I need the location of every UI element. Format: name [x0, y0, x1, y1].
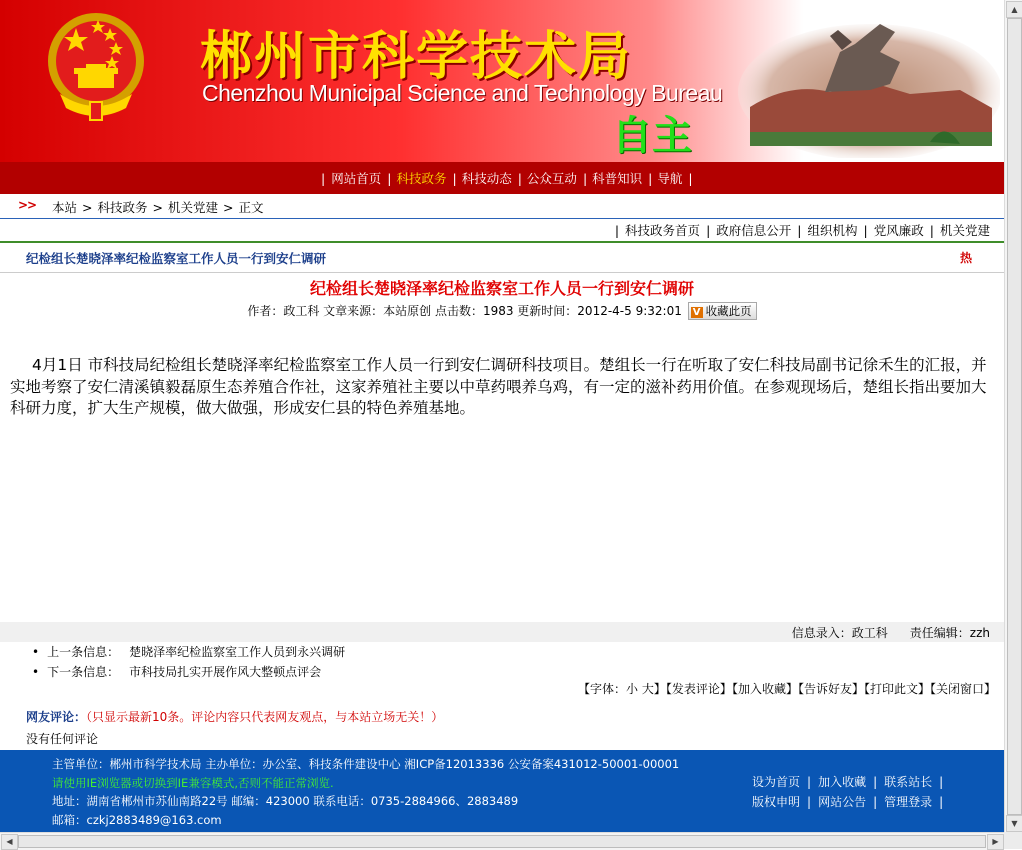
next-link[interactable]: 市科技局扎实开展作风大整顿点评会	[129, 665, 322, 679]
comments-header	[26, 708, 443, 725]
scroll-right-icon[interactable]: ▶	[987, 834, 1004, 850]
nav-item-5[interactable]	[652, 169, 692, 187]
font-size-label: 【字体：	[578, 682, 627, 696]
subnav-separator: |	[614, 223, 620, 238]
footer-info	[52, 755, 679, 829]
next-item	[32, 662, 345, 682]
favorite-icon: V	[691, 307, 703, 318]
comments-label: 网友评论：	[26, 710, 87, 724]
nav-item-label: 科技动态	[461, 171, 512, 186]
scroll-up-icon[interactable]: ▲	[1006, 1, 1022, 18]
tool-links	[666, 682, 996, 696]
no-comments-text: 没有任何评论	[26, 732, 99, 746]
nav-separator: |	[452, 171, 457, 186]
article-title: 纪检组长楚晓泽率纪检监察室工作人员一行到安仁调研	[309, 279, 694, 298]
title-bar-text: 纪检组长楚晓泽率纪检监察室工作人员一行到安仁调研	[26, 251, 327, 266]
article-credits	[0, 622, 1004, 642]
subnav-separator: |	[863, 223, 868, 238]
nav-item-label: 导航	[657, 171, 683, 186]
article-meta	[0, 302, 1004, 320]
prev-link[interactable]: 楚晓泽率纪检监察室工作人员到永兴调研	[129, 645, 346, 659]
footer-separator: |	[873, 775, 878, 789]
breadcrumb-item-0[interactable]: 本站	[52, 200, 78, 215]
breadcrumb-item-2[interactable]: 机关党建	[168, 200, 219, 215]
nav-item-label: 科技政务	[396, 171, 447, 186]
subnav-item-2[interactable]: 组织机构	[807, 223, 858, 238]
horizontal-scrollbar[interactable]	[0, 832, 1004, 850]
site-title-en: Chenzhou Municipal Science and Technology Bureau	[202, 80, 723, 106]
nav-item-4[interactable]	[587, 169, 652, 187]
favorite-button-label: 收藏此页	[705, 304, 752, 318]
article-body: 4月1日 市科技局纪检组长楚晓泽率纪检监察室工作人员一行到安仁调研科技项目。楚组长一行在听取了安仁科技局副书记徐禾生的汇报，并实地考察了安仁清溪镇毅磊原生态养殖合作社，这家养殖社主要以中草药喂养乌鸡，有一定的滋补药用价值。在参观现场后，楚组长指出要加大科研力度，扩大生产规模，做大做强，形成安仁县的特色养殖基地。	[10, 356, 987, 417]
nav-separator: |	[517, 171, 522, 186]
prev-item	[32, 642, 345, 662]
footer-link-b1[interactable]: 网站公告	[818, 795, 867, 809]
article-meta-text: 作者：政工科 文章来源：本站原创 点击数：1983 更新时间：2012-4-5 9:32:01	[247, 304, 682, 318]
nav-item-3[interactable]	[522, 169, 587, 187]
footer-line-address: 地址：湖南省郴州市苏仙南路22号 邮编：423000 联系电话：0735-2884966、2883489	[52, 794, 519, 808]
tool-link-0[interactable]: 【发表评论】	[665, 682, 732, 696]
font-small-link[interactable]: 小	[626, 682, 639, 696]
footer-line-email: 邮箱：czkj2883489@163.com	[52, 812, 222, 827]
scroll-down-icon[interactable]: ▼	[1006, 815, 1022, 832]
breadcrumb	[0, 194, 1004, 219]
subnav-item-1[interactable]: 政府信息公开	[716, 223, 792, 238]
header-banner	[0, 0, 1004, 162]
next-label: 下一条信息：	[47, 665, 120, 679]
nav-item-label: 科普知识	[592, 171, 643, 186]
subnav-separator: |	[929, 223, 934, 238]
breadcrumb-items	[52, 198, 264, 216]
nav-item-label: 网站首页	[331, 171, 382, 186]
nav-separator: |	[688, 171, 693, 186]
footer-link-b2[interactable]: 管理登录	[884, 795, 933, 809]
footer	[0, 750, 1004, 832]
vertical-scroll-thumb[interactable]	[1007, 18, 1022, 815]
main-nav-list	[316, 162, 693, 194]
footer-separator: |	[939, 795, 944, 809]
breadcrumb-item-1[interactable]: 科技政务	[97, 200, 148, 215]
footer-separator: |	[807, 795, 812, 809]
footer-link-a0[interactable]: 设为首页	[752, 775, 801, 789]
subnav-separator: |	[706, 223, 711, 238]
horizontal-scroll-thumb[interactable]	[18, 835, 986, 848]
favorite-button[interactable]	[688, 302, 757, 320]
subnav-item-3[interactable]: 党风廉政	[873, 223, 924, 238]
sculpture-photo	[730, 12, 1000, 158]
subnav-item-0[interactable]: 科技政务首页	[625, 223, 701, 238]
tool-link-2[interactable]: 【告诉好友】	[797, 682, 864, 696]
article-title-bar	[0, 241, 1004, 273]
nav-separator: |	[387, 171, 392, 186]
nav-item-1[interactable]	[391, 169, 456, 187]
tool-link-1[interactable]: 【加入收藏】	[731, 682, 798, 696]
tool-link-4[interactable]: 【关闭窗口】	[929, 682, 996, 696]
subnav-separator: |	[797, 223, 802, 238]
breadcrumb-separator-icon: >	[82, 200, 93, 215]
footer-separator: |	[873, 795, 878, 809]
footer-links-row1	[752, 772, 950, 792]
tool-link-3[interactable]: 【打印此文】	[863, 682, 930, 696]
breadcrumb-separator-icon: >	[152, 200, 163, 215]
national-emblem-icon	[46, 6, 146, 126]
footer-line-sponsor: 主管单位：郴州市科学技术局 主办单位：办公室、科技条件建设中心 湘ICP备12013336 公安备案431012-50001-00001	[52, 757, 680, 771]
banner-stamp: 自主	[612, 113, 692, 159]
footer-link-a2[interactable]: 联系站长	[884, 775, 933, 789]
footer-links	[752, 772, 950, 812]
breadcrumb-arrows-icon: >>	[18, 198, 37, 212]
main-nav	[0, 162, 1004, 194]
sub-nav	[609, 221, 990, 239]
breadcrumb-item-3: 正文	[238, 200, 264, 215]
breadcrumb-separator-icon: >	[223, 200, 234, 215]
nav-item-label: 公众互动	[526, 171, 577, 186]
font-large-link[interactable]: 大	[641, 682, 654, 696]
footer-link-b0[interactable]: 版权申明	[752, 795, 801, 809]
scroll-left-icon[interactable]: ◀	[1, 834, 18, 850]
footer-links-row2	[752, 792, 950, 812]
hot-badge: 热	[959, 251, 972, 265]
prev-label: 上一条信息：	[47, 645, 120, 659]
footer-separator: |	[807, 775, 812, 789]
editor-text: 责任编辑：zzh	[909, 626, 990, 640]
nav-separator: |	[582, 171, 588, 186]
site-title-cn: 郴州市科学技术局	[200, 27, 633, 87]
article-tools	[578, 680, 996, 697]
font-size-end: 】	[653, 682, 666, 696]
subnav-item-4[interactable]: 机关党建	[939, 223, 990, 238]
vertical-scrollbar[interactable]	[1004, 0, 1022, 832]
nav-item-2[interactable]	[457, 169, 522, 187]
comments-note: （只显示最新10条。评论内容只代表网友观点，与本站立场无关！）	[86, 710, 444, 724]
nav-separator: |	[648, 171, 653, 186]
recorder-text: 信息录入：政工科	[791, 626, 888, 640]
prev-next-links	[32, 642, 345, 682]
scrollbar-corner	[1004, 832, 1022, 849]
nav-item-0[interactable]	[316, 169, 391, 187]
footer-link-a1[interactable]: 加入收藏	[818, 775, 867, 789]
footer-browser-warning: 请使用IE浏览器或切换到IE兼容模式,否则不能正常浏览.	[52, 775, 334, 790]
footer-separator: |	[939, 775, 944, 789]
